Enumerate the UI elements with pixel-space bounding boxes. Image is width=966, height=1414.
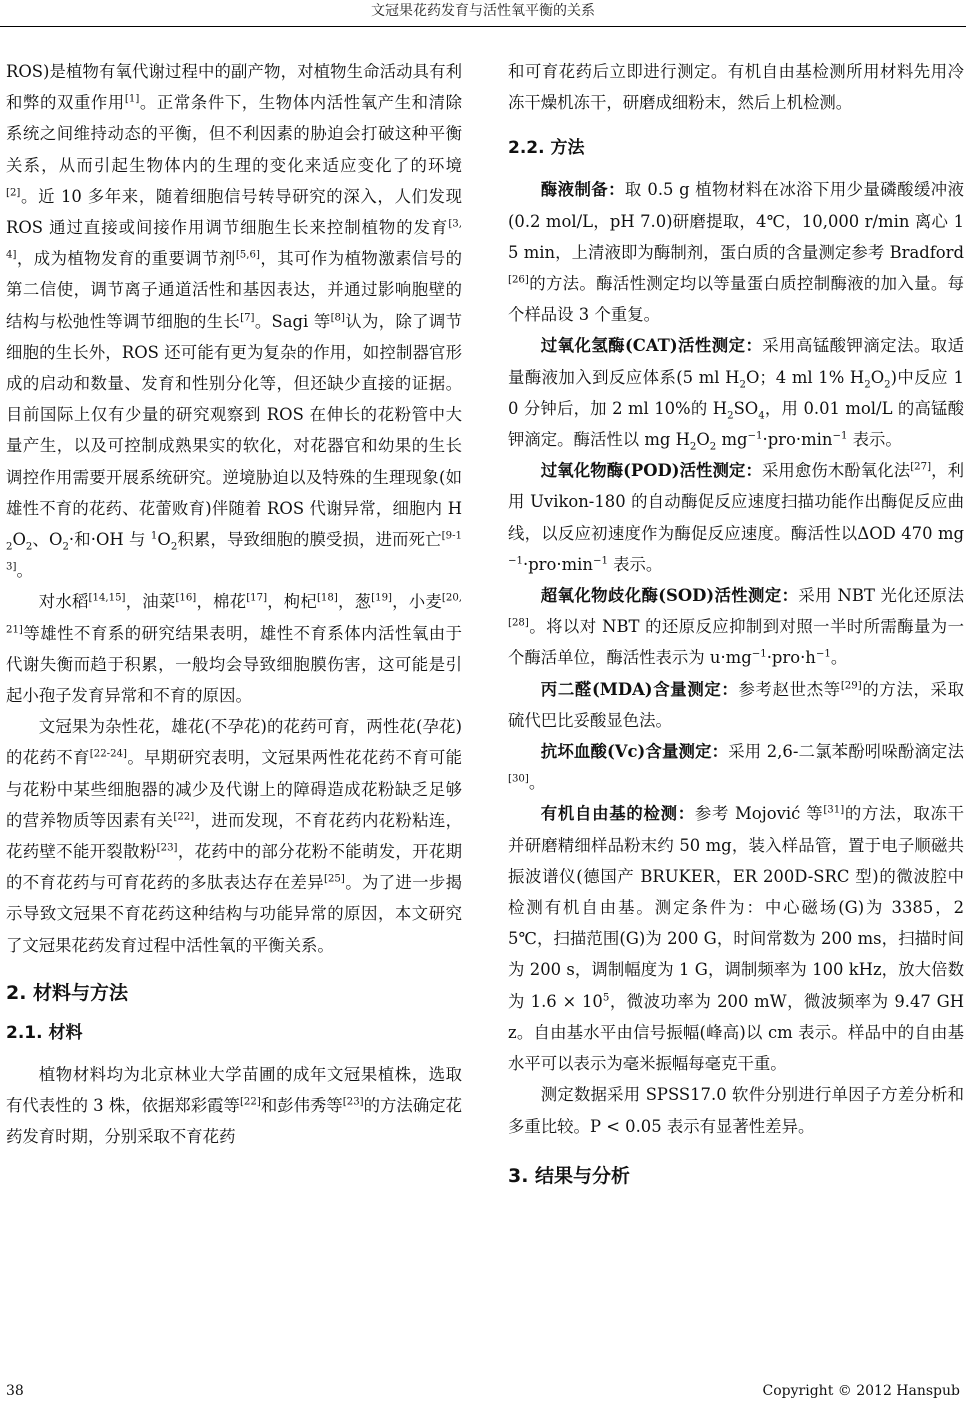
right-column bbox=[508, 56, 964, 1188]
left-column bbox=[6, 56, 462, 1153]
materials-continued: 和可育花药后立即进行测定。有机自由基检测所用材料先用冷冻干燥机冻干，研磨成细粉末，然后上机检测。 bbox=[508, 62, 964, 113]
sod-assay-paragraph: 超氧化物歧化酶(SOD)活性测定：采用 NBT 光化还原法[28]。将以对 NBT 的还原反应抑制到对照一半时所需酶量为一个酶活单位，酶活性表示为 $u\cdot mg^{-1}\cdot pro\cdot h^{-1}$。 bbox=[508, 586, 964, 668]
section-3-heading: 3. 结果与分析 bbox=[508, 1164, 631, 1187]
subsection-2-1-heading: 2.1. 材料 bbox=[6, 1022, 83, 1043]
intro-paragraph-1: ROS)是植物有氧代谢过程中的副产物，对植物生命活动具有利和弊的双重作用[1]。正常条件下，生物体内活性氧产生和清除系统之间维持动态的平衡，但不利因素的胁迫会打破这种平衡关系，从而引起生物体内的生理的变化来适应变化了的环境[2]。近 10 多年来，随着细胞信号转导研究的深入，人们发现 ROS 通过直接或间接作用调节细胞生长来控制植物的发育[3,4]，成为植物发育的重要调节剂[5,6]，其可作为植物激素信号的第二信使，调节离子通道活性和基因表达，并通过影响胞壁的结构与松弛性等调节细胞的生长[7]。Sagi 等[8]认为，除了调节细胞的生长外，ROS 还可能有更为复杂的作用，如控制器官形成的启动和数量、发育和性别分化等，但还缺少直接的证据。目前国际上仅有少量的研究观察到 ROS 在伸长的花粉管中大量产生，以及可控制成熟果实的软化，对花器官和幼果的生长调控作用需要开展系统研究。逆境胁迫以及特殊的生理现象(如雄性不育的花药、花蕾败育)伴随着 ROS 代谢异常，细胞内 $H_2O_2$、$O_2\cdot$和·OH 与 $^1O_2$积累，导致细胞的膜受损，进而死亡[9-13]。 bbox=[6, 62, 463, 581]
running-header-title: 文冠果花药发育与活性氧平衡的关系 bbox=[371, 3, 595, 19]
intro-paragraph-2: 对水稻[14,15]，油菜[16]，棉花[17]，枸杞[18]，葱[19]，小麦[20,21]等雄性不育系的研究结果表明，雄性不育系体内活性氧由于代谢失衡而趋于积累，一般均会导致细胞膜伤害，这可能是引起小孢子发育异常和不育的原因。 bbox=[6, 592, 463, 706]
statistics-paragraph: 测定数据采用 SPSS17.0 软件分别进行单因子方差分析和多重比较。P < 0.05 表示有显著性差异。 bbox=[508, 1085, 964, 1136]
vc-assay-paragraph: 抗坏血酸(Vc)含量测定：采用 2,6-二氯苯酚吲哚酚滴定法[30]。 bbox=[508, 742, 964, 793]
cat-assay-paragraph: 过氧化氢酶(CAT)活性测定：采用高锰酸钾滴定法。取适量酶液加入到反应体系(5 ml $H_2O$；4 ml 1% $H_2O_2$)中反应 10 分钟后，加 2 ml 10%的 $H_2SO_4$，用 0.01 mol/L 的高锰酸钾滴定。酶活性以 mg $H_2O_2$ $mg^{-1}\cdot pro\cdot\min^{-1}$ 表示。 bbox=[508, 336, 965, 453]
radical-detection-paragraph: 有机自由基的检测：参考 Mojović 等[31]的方法，取冻干并研磨精细样品粉末约 50 mg，装入样品管，置于电子顺磁共振波谱仪(德国产 BRUKER，ER 200D-SRC 型)的微波腔中检测有机自由基。测定条件为：中心磁场(G)为 3385，25℃，扫描范围(G)为 200 G，时间常数为 200 ms，扫描时间为 200 s，调制幅度为 1 G，调制频率为 100 kHz，放大倍数为 $1.6 \times 10^5$，微波功率为 200 mW，微波频率为 9.47 GHz。自由基水平由信号振幅(峰高)以 cm 表示。样品中的自由基水平可以表示为毫米振幅每毫克干重。 bbox=[508, 804, 965, 1074]
subsection-2-2-heading: 2.2. 方法 bbox=[508, 138, 585, 159]
pod-assay-paragraph: 过氧化物酶(POD)活性测定：采用愈伤木酚氧化法[27]，利用 Uvikon-180 的自动酶促反应速度扫描功能作出酶促反应曲线，以反应初速度作为酶促反应速度。酶活性以ΔOD 470 $mg^{-1}\cdot pro\cdot\min^{-1}$ 表示。 bbox=[508, 461, 965, 574]
section-2-heading: 2. 材料与方法 bbox=[6, 981, 129, 1004]
enzyme-prep-paragraph: 酶液制备：取 0.5 g 植物材料在冰浴下用少量磷酸缓冲液(0.2 mol/L，pH 7.0)研磨提取，4℃，10,000 r/min 离心 15 min，上清液即为酶制剂，蛋白质的含量测定参考 Bradford[26]的方法。酶活性测定均以等量蛋白质控制酶液的加入量。每个样品设 3 个重复。 bbox=[508, 180, 964, 325]
materials-paragraph: 植物材料均为北京林业大学苗圃的成年文冠果植株，选取有代表性的 3 株，依据郑彩霞等[22]和彭伟秀等[23]的方法确定花药发育时期，分别采取不育花药 bbox=[6, 1064, 462, 1147]
running-header bbox=[0, 0, 966, 27]
mda-assay-paragraph: 丙二醛(MDA)含量测定：参考赵世杰等[29]的方法，采取硫代巴比妥酸显色法。 bbox=[508, 679, 964, 730]
superoxide-radical-dot: · bbox=[68, 530, 75, 550]
copyright-notice: Copyright © 2012 Hanspub bbox=[762, 1383, 960, 1399]
page-number: 38 bbox=[6, 1383, 24, 1399]
intro-paragraph-3: 文冠果为杂性花，雄花(不孕花)的花药可育，两性花(孕花)的花药不育[22-24]。早期研究表明，文冠果两性花花药不育可能与花粉中某些细胞器的减少及代谢上的障碍造成花粉缺乏足够的营养物质等因素有关[22]，进而发现，不育花药内花粉粘连，花药壁不能开裂散粉[23]，花药中的部分花粉不能萌发，开花期的不育花药与可育花药的多肽表达存在差异[25]。为了进一步揭示导致文冠果不育花药这种结构与功能异常的原因，本文研究了文冠果花药发育过程中活性氧的平衡关系。 bbox=[6, 717, 463, 955]
